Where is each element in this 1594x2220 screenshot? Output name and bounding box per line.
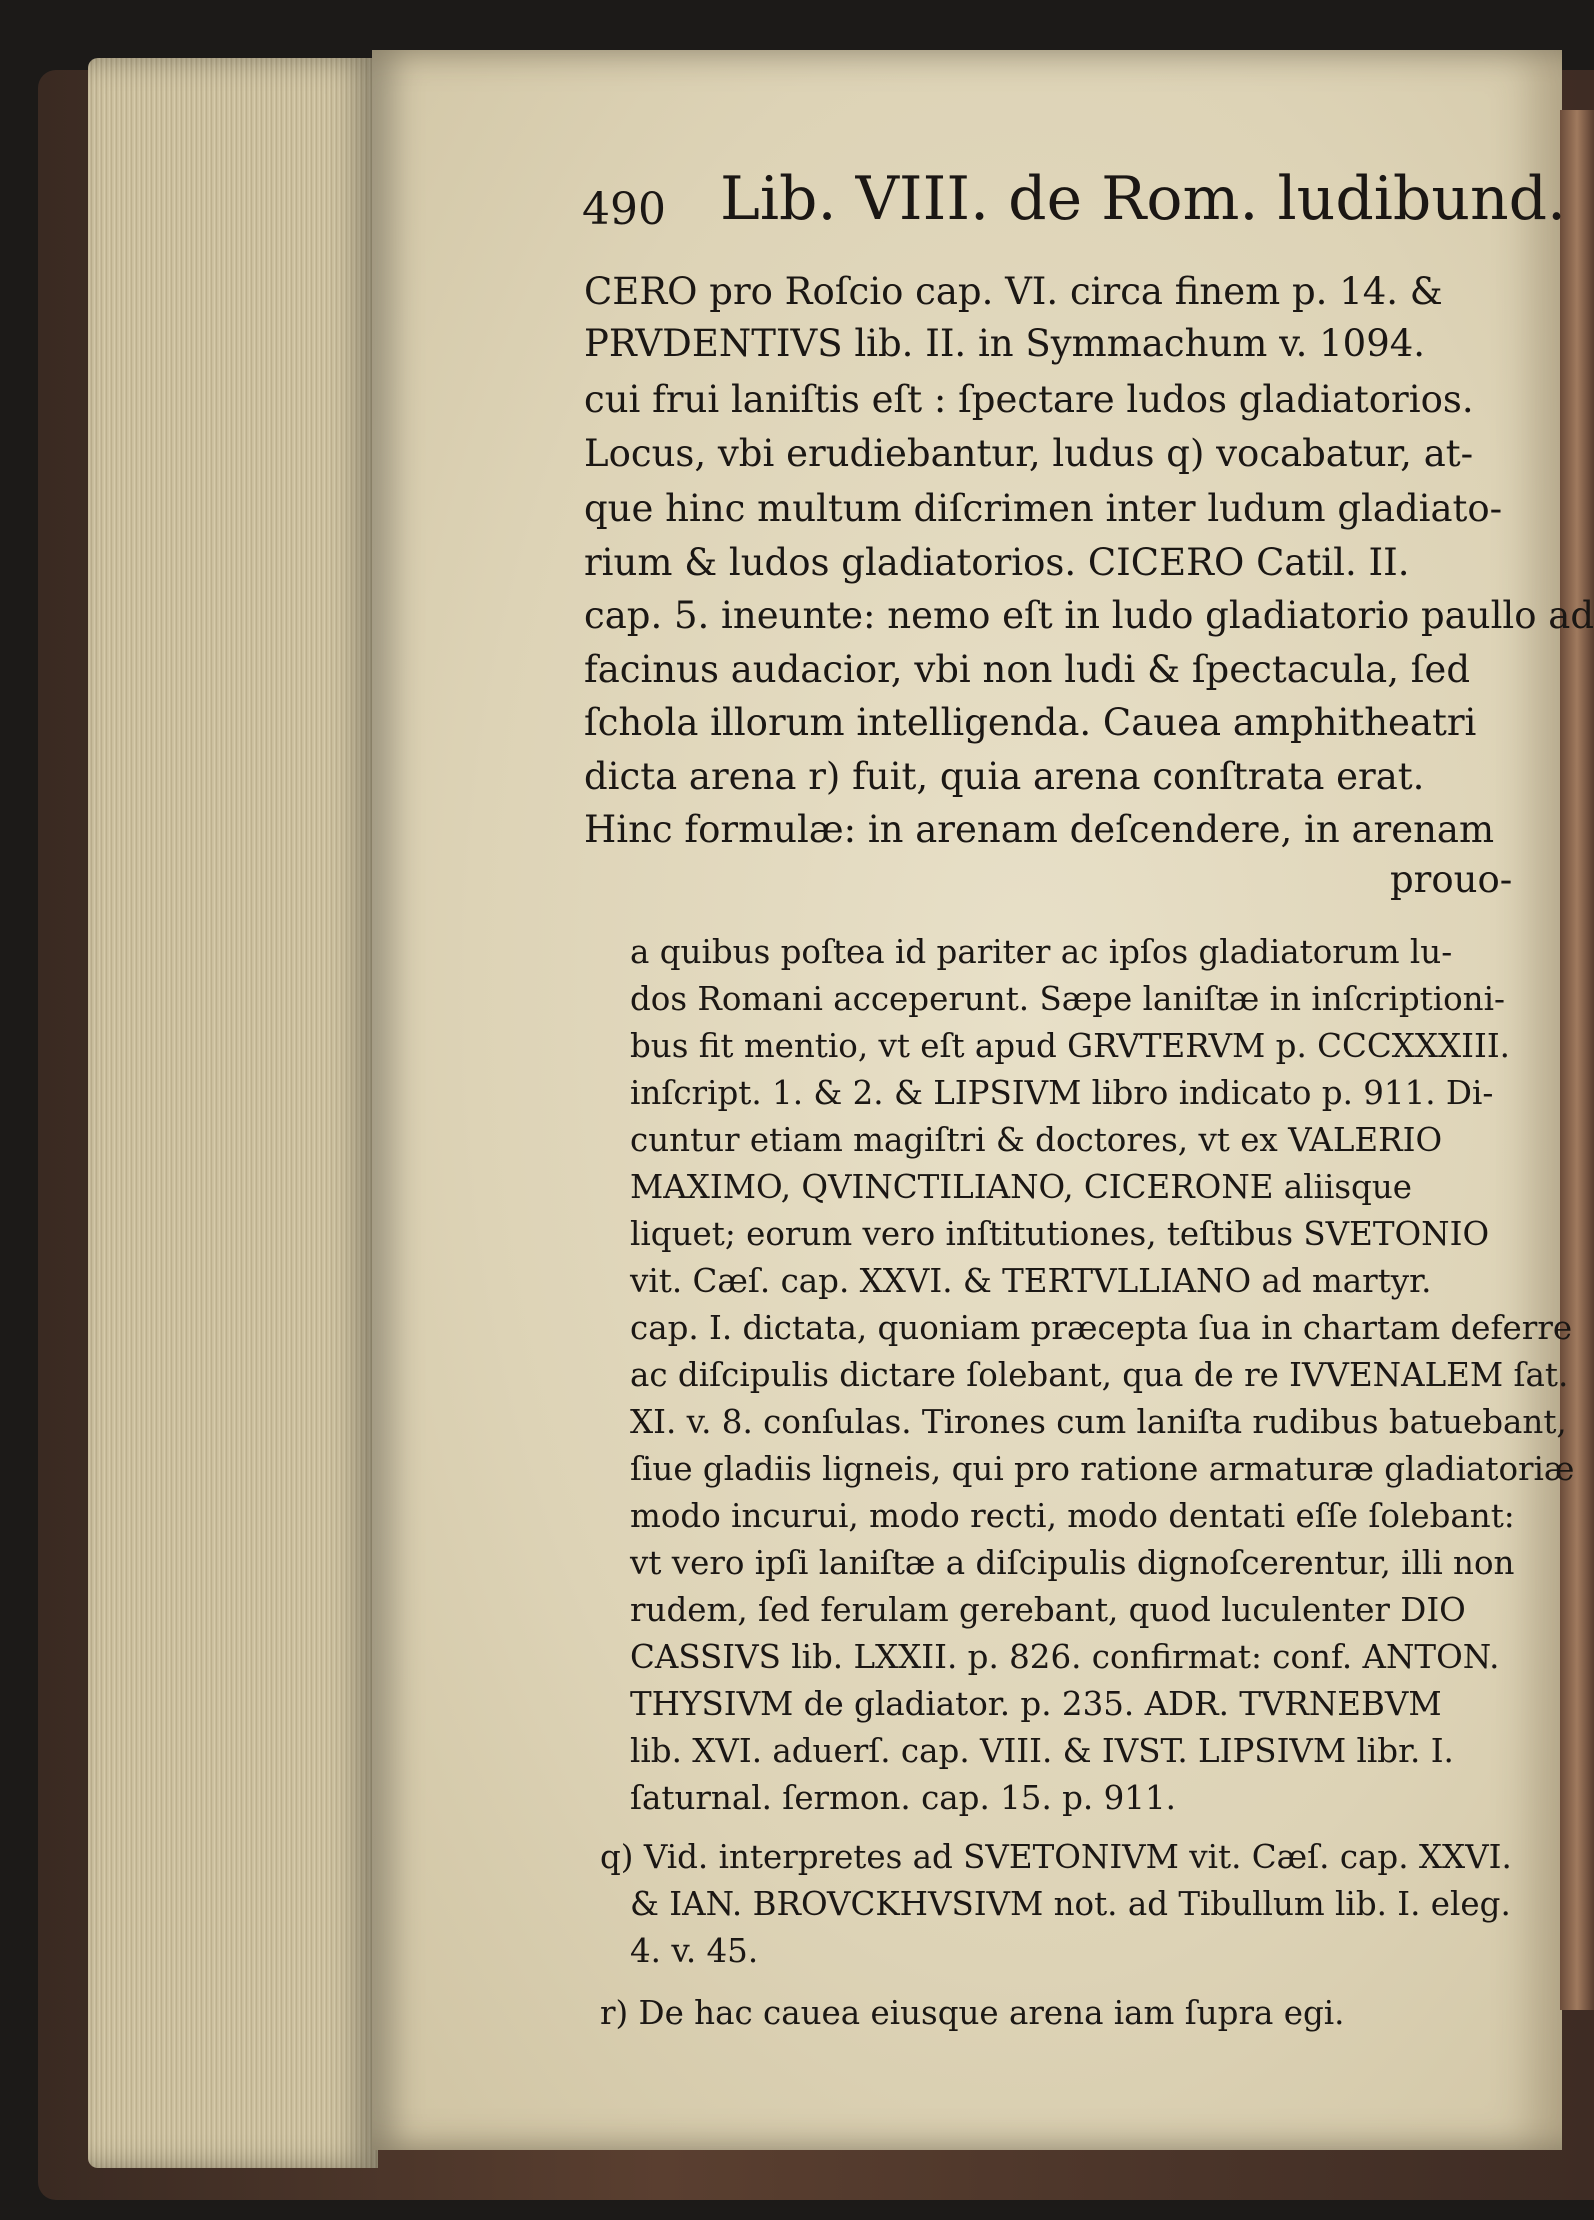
footnote-line: rudem, ſed ferulam gerebant, quod luculenter DIO: [630, 1591, 1466, 1629]
footnote-line: ac diſcipulis dictare ſolebant, qua de re IVVENALEM ſat.: [630, 1356, 1569, 1394]
page-number: 490: [582, 184, 666, 235]
footnote-line: CASSIVS lib. LXXII. p. 826. confirmat: conf. ANTON.: [630, 1638, 1500, 1676]
footnote-line: lib. XVI. aduerſ. cap. VIII. & IVST. LIPSIVM libr. I.: [630, 1732, 1454, 1770]
footnote-r: r) De hac cauea eiusque arena iam ſupra egi.: [600, 1994, 1345, 2032]
footnote-line: & IAN. BROVCKHVSIVM not. ad Tibullum lib. I. eleg.: [630, 1885, 1511, 1923]
footnote-q: q) Vid. interpretes ad SVETONIVM vit. Cæſ. cap. XXVI.: [600, 1838, 1512, 1876]
catchword: prouo-: [1390, 858, 1513, 901]
text-line: CERO pro Roſcio cap. VI. circa finem p. 14. &: [584, 270, 1443, 313]
footnote-line: ſaturnal. ſermon. cap. 15. p. 911.: [630, 1779, 1176, 1817]
page-edges: [88, 58, 378, 2168]
text-line: facinus audacior, vbi non ludi & ſpectacula, ſed: [584, 648, 1471, 691]
running-head: Lib. VIII. de Rom. ludibund.: [720, 164, 1567, 234]
footnote-line: dos Romani acceperunt. Sæpe laniſtæ in inſcriptioni-: [630, 980, 1505, 1018]
text-line: que hinc multum diſcrimen inter ludum gladiato-: [584, 487, 1503, 530]
text-line: PRVDENTIVS lib. II. in Symmachum v. 1094.: [584, 322, 1426, 365]
footnote-line: cap. I. dictata, quoniam præcepta ſua in chartam deferre: [630, 1309, 1573, 1347]
adjacent-page-edge: [1560, 110, 1594, 2010]
text-line: rium & ludos gladiatorios. CICERO Catil. II.: [584, 541, 1410, 584]
footnote-line: MAXIMO, QVINCTILIANO, CICERONE aliisque: [630, 1168, 1413, 1206]
footnote-line: XI. v. 8. conſulas. Tirones cum laniſta rudibus batuebant,: [630, 1403, 1567, 1441]
footnote-line: ſiue gladiis ligneis, qui pro ratione armaturæ gladiatoriæ: [630, 1450, 1575, 1488]
text-line: cui frui laniſtis eſt : ſpectare ludos gladiatorios.: [584, 378, 1474, 421]
text-line: cap. 5. ineunte: nemo eſt in ludo gladiatorio paullo ad: [584, 594, 1594, 637]
footnote-line: a quibus poſtea id pariter ac ipſos gladiatorum lu-: [630, 933, 1453, 971]
text-line: dicta arena r) fuit, quia arena conſtrata erat.: [584, 755, 1425, 798]
text-line: ſchola illorum intelligenda. Cauea amphitheatri: [584, 701, 1477, 744]
footnote-line: inſcript. 1. & 2. & LIPSIVM libro indicato p. 911. Di-: [630, 1074, 1494, 1112]
footnote-line: liquet; eorum vero inſtitutiones, teſtibus SVETONIO: [630, 1215, 1490, 1253]
text-line: Locus, vbi erudiebantur, ludus q) vocabatur, at-: [584, 432, 1474, 475]
footnote-line: cuntur etiam magiſtri & doctores, vt ex VALERIO: [630, 1121, 1443, 1159]
text-line: Hinc formulæ: in arenam deſcendere, in arenam: [584, 808, 1495, 851]
footnote-line: 4. v. 45.: [630, 1932, 759, 1970]
footnote-line: modo incurui, modo recti, modo dentati eſſe ſolebant:: [630, 1497, 1515, 1535]
footnote-line: vit. Cæſ. cap. XXVI. & TERTVLLIANO ad martyr.: [630, 1262, 1432, 1300]
footnote-line: THYSIVM de gladiator. p. 235. ADR. TVRNEBVM: [630, 1685, 1442, 1723]
footnote-line: vt vero ipſi laniſtæ a diſcipulis dignoſcerentur, illi non: [630, 1544, 1515, 1582]
footnote-line: bus fit mentio, vt eſt apud GRVTERVM p. CCCXXXIII.: [630, 1027, 1510, 1065]
